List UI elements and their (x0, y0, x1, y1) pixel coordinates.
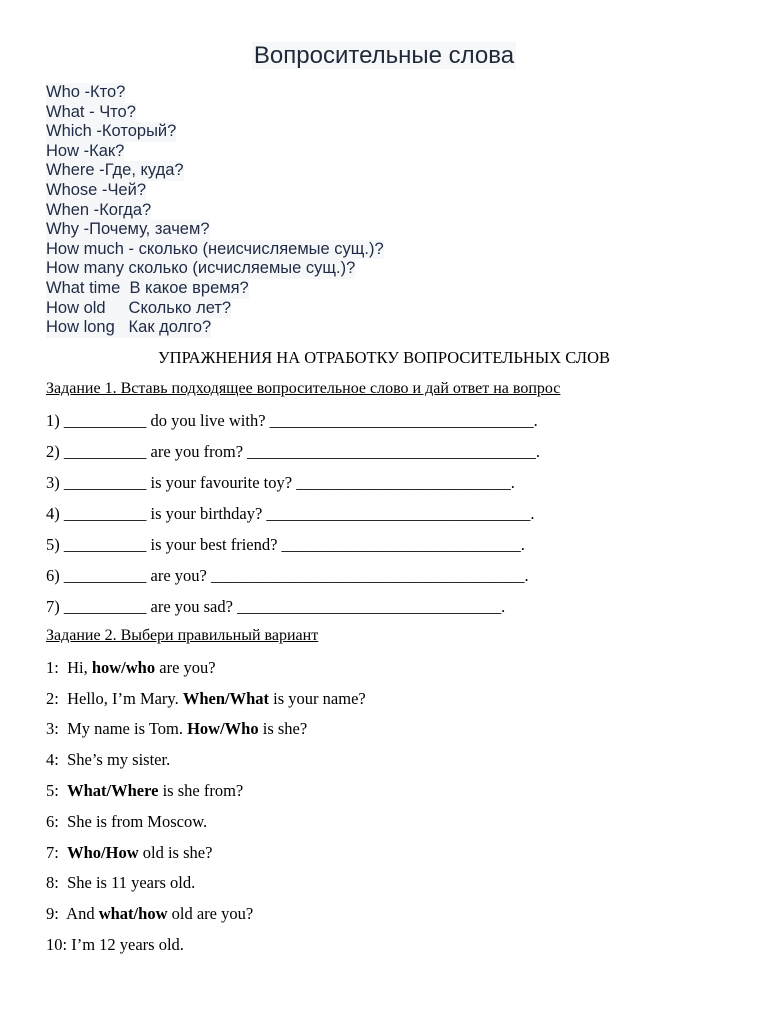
task1-item: 7) __________ are you sad? ________________________________. (46, 597, 506, 616)
vocab-ru: Когда? (99, 200, 152, 219)
task1-title: Задание 1. Вставь подходящее вопросительное слово и дай ответ на вопрос (46, 380, 561, 397)
vocab-ru: Кто? (90, 83, 126, 101)
item-text: 8: She is 11 years old. (46, 873, 196, 892)
choice-options: Who/How (67, 843, 139, 862)
item-text: 10: I’m 12 years old. (46, 935, 184, 954)
task2-item (46, 750, 170, 770)
page-title (0, 42, 768, 70)
task1-item: 2) __________ are you from? ___________________________________. (46, 442, 541, 461)
item-text: 1: Hi, (46, 658, 92, 677)
vocab-item (46, 201, 384, 221)
vocab-en: What - (46, 102, 100, 121)
vocab-ru: Что? (99, 102, 136, 121)
vocab-en: How - (46, 141, 90, 160)
item-text: 9: And (46, 904, 99, 923)
task1-item: 5) __________ is your best friend? _____________________________. (46, 535, 525, 554)
vocab-item (46, 299, 384, 319)
task1-item: 4) __________ is your birthday? ________________________________. (46, 504, 535, 523)
vocab-en: What time (46, 278, 130, 297)
task1-item: 3) __________ is your favourite toy? __________________________. (46, 473, 515, 492)
task2-item (46, 904, 253, 924)
vocab-ru: Как долго? (128, 318, 212, 337)
task2-item (46, 843, 212, 863)
vocab-ru: В какое время? (129, 278, 249, 297)
vocab-item (46, 83, 384, 103)
vocab-ru: Чей? (107, 180, 147, 199)
choice-options: What/Where (67, 781, 159, 800)
vocab-item (46, 279, 384, 299)
vocab-ru: Почему, зачем? (89, 220, 210, 239)
item-text: is she from? (158, 781, 244, 800)
item-text: is she? (258, 719, 308, 738)
item-text: 7: (46, 843, 68, 862)
vocab-ru: Где, куда? (104, 161, 184, 180)
task2-item (46, 719, 307, 739)
vocab-ru: Сколько лет? (128, 298, 232, 317)
choice-options: how/who (91, 658, 156, 677)
vocab-ru: Как? (89, 141, 125, 160)
task1-item: 6) __________ are you? ______________________________________. (46, 566, 529, 585)
vocab-ru: сколько (неисчисляемые сущ.)? (138, 239, 384, 258)
task2-item (46, 689, 366, 709)
vocab-item (46, 122, 384, 142)
vocab-en: Where - (46, 161, 105, 180)
vocabulary-list (46, 83, 384, 338)
vocab-en: How many (46, 259, 129, 278)
choice-options: what/how (98, 904, 168, 923)
item-text: is your name? (269, 689, 366, 708)
task2-item (46, 812, 207, 832)
vocab-ru: Который? (101, 122, 177, 141)
vocab-en: When - (46, 200, 100, 219)
vocab-item (46, 220, 384, 240)
vocab-item (46, 103, 384, 123)
page-title-text: Вопросительные слова (253, 42, 515, 69)
choice-options: When/What (182, 689, 270, 708)
vocab-en: Whose - (46, 180, 108, 199)
vocab-item (46, 318, 384, 338)
vocab-en: How long (46, 318, 129, 337)
vocab-item (46, 142, 384, 162)
vocab-item (46, 259, 384, 279)
task2-title: Задание 2. Выбери правильный вариант (46, 627, 319, 644)
vocab-en: How old (46, 298, 129, 317)
task2-item (46, 935, 184, 955)
item-text: 2: Hello, I’m Mary. (46, 689, 183, 708)
vocab-item (46, 161, 384, 181)
item-text: 4: She’s my sister. (46, 750, 171, 769)
task2-item (46, 873, 195, 893)
item-text: 3: My name is Tom. (46, 719, 188, 738)
vocab-en: How much - (46, 239, 139, 258)
vocab-en: Which - (46, 122, 102, 141)
task2-item (46, 781, 243, 801)
exercises-heading: УПРАЖНЕНИЯ НА ОТРАБОТКУ ВОПРОСИТЕЛЬНЫХ СЛОВ (157, 348, 610, 367)
task2-item (46, 658, 216, 678)
item-text: 5: (46, 781, 68, 800)
vocab-en: Why - (46, 220, 90, 239)
vocab-en: Who - (46, 83, 91, 101)
item-text: old are you? (167, 904, 254, 923)
item-text: 6: She is from Moscow. (46, 812, 208, 831)
vocab-ru: сколько (исчисляемые сущ.)? (128, 259, 356, 278)
item-text: old is she? (138, 843, 213, 862)
vocab-item (46, 181, 384, 201)
vocab-item (46, 240, 384, 260)
choice-options: How/Who (187, 719, 259, 738)
task1-item: 1) __________ do you live with? ________________________________. (46, 411, 538, 430)
item-text: are you? (155, 658, 216, 677)
